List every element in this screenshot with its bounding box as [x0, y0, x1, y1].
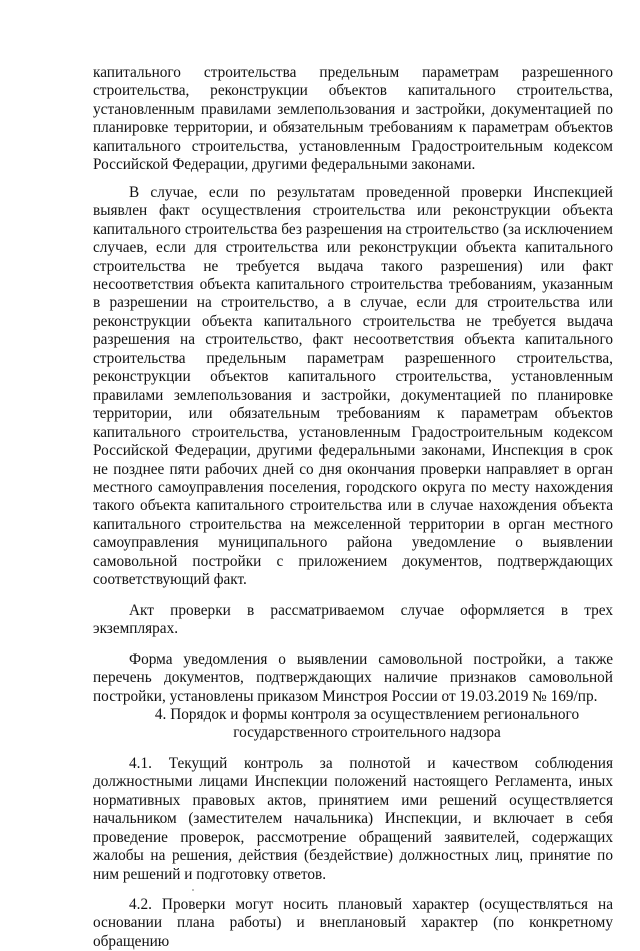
document-page	[93, 64, 613, 951]
paragraph-inspection-act: Акт проверки в рассматриваемом случае оформляется в трех экземплярах.	[93, 601, 613, 638]
paragraph-notification-form: Форма уведомления о выявлении самовольной постройки, а также перечень документов, подтверждающих наличие признаков самовольной постройки, установлены приказом Минстроя России от 19.03.2019 № 169/пр.	[93, 650, 613, 705]
paragraph-4-2: 4.2. Проверки могут носить плановый характер (осуществляться на основании плана работы) и внеплановый характер (по конкретному обращению	[93, 896, 613, 950]
paragraph-continuation: капитального строительства предельным параметрам разрешенного строительства, реконструкции объектов капитального строительства, установленным правилами землепользования и застройки, документацией по планировке территории, и обязательным требованиям к параметрам объектов капитального строительства, установленным Градостроительным кодексом Российской Федерации, другими федеральными законами.	[93, 64, 613, 174]
section-heading: 4. Порядок и формы контроля за осуществлением регионального государственного строительного надзора	[154, 705, 580, 742]
scan-speck	[192, 889, 194, 891]
paragraph-unauthorized-construction: В случае, если по результатам проведенной проверки Инспекцией выявлен факт осуществления строительства или реконструкции объекта капитального строительства без разрешения на строительство (за исключением случаев, если для строительства или реконструкции объекта капитального строительства не требуется выдача такого разрешения) или факт несоответствия объекта капитального строительства требованиям, указанным в разрешении на строительство, а в случае, если для строительства или реконструкции объекта капитального строительства не требуется выдача разрешения на строительство, факт несоответствия объекта капитального строительства предельным параметрам разрешенного строительства, реконструкции объектов капитального строительства, установленным правилами землепользования и застройки, документацией по планировке территории, или обязательным требованиям к параметрам объектов капитального строительства, установленным Градостроительным кодексом Российской Федерации, другими федеральными законами, Инспекция в срок не позднее пяти рабочих дней со дня окончания проверки направляет в орган местного самоуправления поселения, городского округа по месту нахождения такого объекта капитального строительства или в случае нахождения объекта капитального строительства на межселенной территории в орган местного самоуправления муниципального района уведомление о выявлении самовольной постройки с приложением документов, подтверждающих соответствующий факт.	[93, 183, 613, 589]
paragraph-4-1: 4.1. Текущий контроль за полнотой и качеством соблюдения должностными лицами Инспекции положений настоящего Регламента, иных нормативных правовых актов, принятием ими решений осуществляется начальником (заместителем начальника) Инспекции, и включает в себя проведение проверок, рассмотрение обращений заявителей, содержащих жалобы на решения, действия (бездействие) должностных лиц, принятие по ним решений и подготовку ответов.	[93, 754, 613, 883]
